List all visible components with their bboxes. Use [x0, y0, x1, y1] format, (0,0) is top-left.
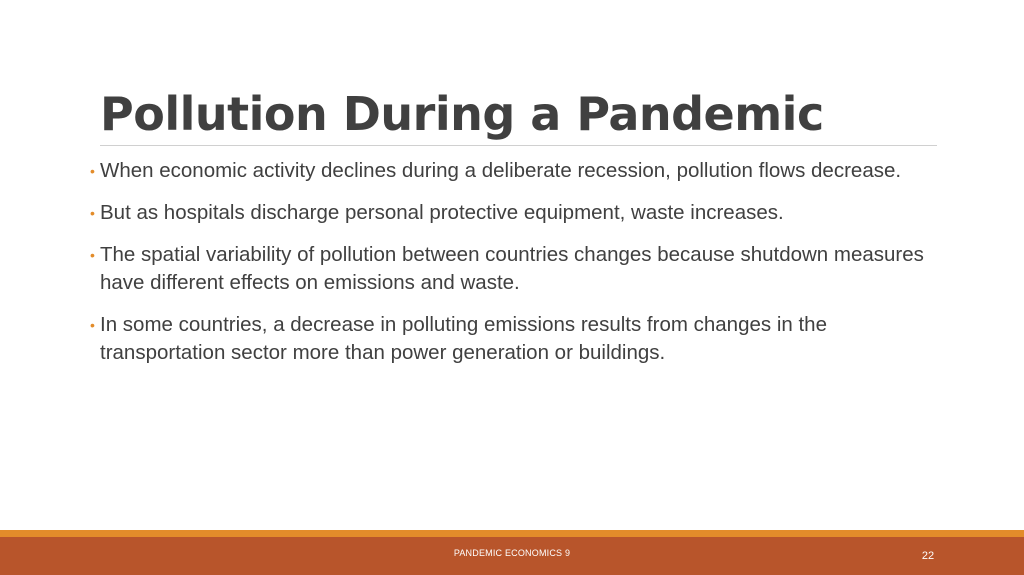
bullet-marker: • [90, 317, 95, 333]
bullet-item [90, 241, 950, 297]
bullet-item [90, 311, 950, 367]
bullet-list [90, 157, 950, 381]
bullet-item [90, 199, 950, 227]
slide-title: Pollution During a Pandemic [100, 87, 824, 141]
bullet-text: The spatial variability of pollution between countries changes because shutdown measures have different effects on emissions and waste. [100, 243, 924, 294]
bullet-marker: • [90, 247, 95, 263]
slide-number: 22 [921, 550, 935, 562]
bullet-item [90, 157, 950, 185]
bullet-text: When economic activity declines during a deliberate recession, pollution flows decrease. [100, 159, 902, 182]
title-divider [100, 145, 937, 146]
bullet-text: In some countries, a decrease in polluting emissions results from changes in the transportation sector more than power generation or buildings. [100, 313, 827, 364]
bullet-marker: • [90, 205, 95, 221]
bullet-marker: • [90, 163, 95, 179]
bullet-text: But as hospitals discharge personal protective equipment, waste increases. [100, 201, 784, 224]
footer-accent-band [0, 530, 1024, 537]
footer-label: PANDEMIC ECONOMICS 9 [453, 548, 571, 558]
